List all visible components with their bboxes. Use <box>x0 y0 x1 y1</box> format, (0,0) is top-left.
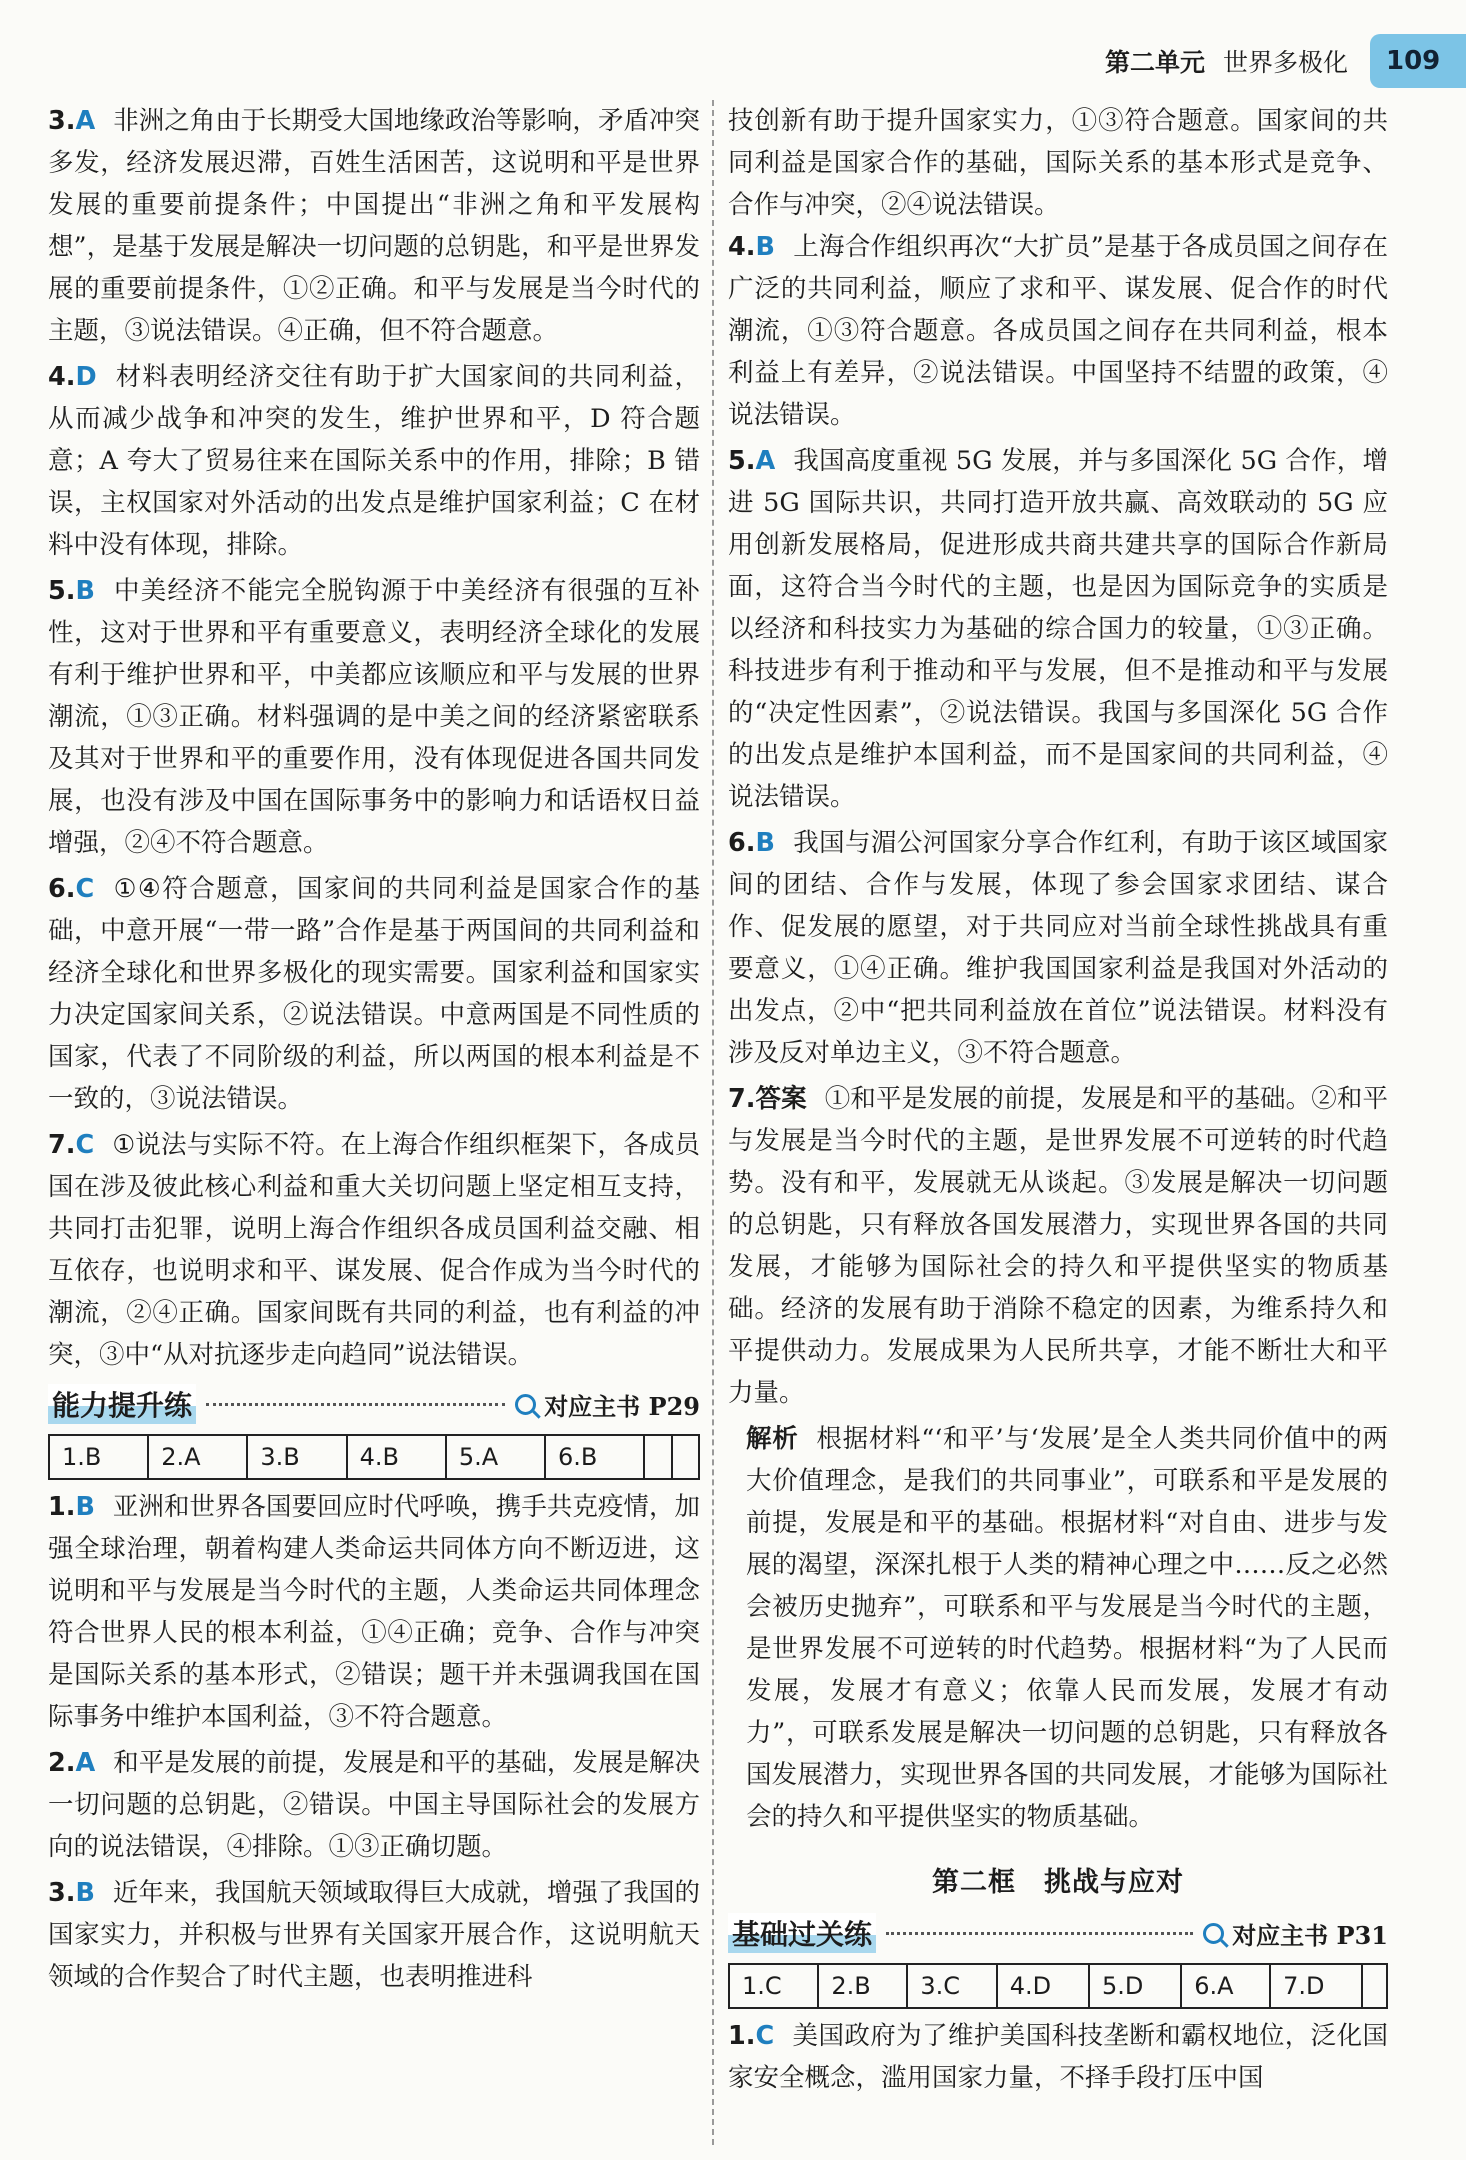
answer-item: 3.B 近年来，我国航天领域取得巨大成就，增强了我国的国家实力，并积极与世界有关国家开展合作，这说明航天领域的合作契合了时代主题，也表明推进科 <box>48 1878 700 1992</box>
answer-cell: 3.C <box>907 1964 996 2008</box>
answer-cell <box>644 1435 671 1479</box>
section-ref: 对应主书 P29 <box>515 1387 700 1422</box>
answer-cell: 5.A <box>446 1435 545 1479</box>
right-column <box>728 100 1388 2103</box>
continued-text: 技创新有助于提升国家实力，①③符合题意。国家间的共同利益是国家合作的基础，国际关系的基本形式是竞争、合作与冲突，②④说法错误。 <box>728 106 1388 220</box>
dotted-leader <box>886 1932 1193 1935</box>
essay-analysis: 解析 根据材料“‘和平’与‘发展’是全人类共同价值中的两大价值理念，是我们的共同事业”，可联系和平是发展的前提，发展是和平的基础。根据材料“对自由、进步与发展的渴望，深深扎根于人类的精神心理之中……反之必然会被历史抛弃”，可联系和平与发展是当今时代的主题，是世界发展不可逆转的时代趋势。根据材料“为了人民而发展，发展才有意义；依靠人民而发展，发展才有动力”，可联系发展是解决一切问题的总钥匙，只有释放各国发展潜力，实现世界各国的共同发展，才能够为国际社会的持久和平提供坚实的物质基础。 <box>746 1424 1388 1832</box>
answer-cell: 4.B <box>347 1435 446 1479</box>
answer-cell: 2.A <box>148 1435 247 1479</box>
unit-label: 第二单元 <box>1104 48 1205 77</box>
answer-cell: 6.A <box>1181 1964 1270 2008</box>
answer-key-table <box>48 1434 700 1480</box>
section-title: 基础过关练 <box>728 1913 876 1953</box>
subsection-heading: 第二框 挑战与应对 <box>932 1867 1184 1898</box>
answer-cell <box>672 1435 699 1479</box>
answer-cell: 6.B <box>545 1435 644 1479</box>
answer-cell: 2.B <box>818 1964 907 2008</box>
answer-item: 1.C 美国政府为了维护美国科技垄断和霸权地位，泛化国家安全概念，滥用国家力量，不择手段打压中国 <box>728 2021 1388 2093</box>
search-icon <box>1203 1923 1224 1944</box>
answer-cell: 1.C <box>729 1964 818 2008</box>
answer-cell: 5.D <box>1089 1964 1181 2008</box>
answer-key-table <box>728 1963 1388 2009</box>
answer-cell: 3.B <box>247 1435 346 1479</box>
answer-item: 2.A 和平是发展的前提，发展是和平的基础，发展是解决一切问题的总钥匙，②错误。中国主导国际社会的发展方向的说法错误，④排除。①③正确切题。 <box>48 1748 700 1862</box>
page-number: 109 <box>1370 34 1466 88</box>
answer-item: 1.B 亚洲和世界各国要回应时代呼唤，携手共克疫情，加强全球治理，朝着构建人类命运共同体方向不断迈进，这说明和平与发展是当今时代的主题，人类命运共同体理念符合世界人民的根本利益，①④正确；竞争、合作与冲突是国际关系的基本形式，②错误；题干并未强调我国在国际事务中维护本国利益，③不符合题意。 <box>48 1492 700 1732</box>
section-title: 能力提升练 <box>48 1384 196 1424</box>
answer-cell: 7.D <box>1270 1964 1362 2008</box>
answer-cell <box>1362 1964 1387 2008</box>
column-divider <box>712 100 714 2145</box>
answer-item: 6.B 我国与湄公河国家分享合作红利，有助于该区域国家间的团结、合作与发展，体现了参会国家求团结、谋合作、促发展的愿望，对于共同应对当前全球性挑战具有重要意义，①④正确。维护我国国家利益是我国对外活动的出发点，②中“把共同利益放在首位”说法错误。材料没有涉及反对单边主义，③不符合题意。 <box>728 828 1388 1068</box>
answer-cell: 1.B <box>49 1435 148 1479</box>
section-ref: 对应主书 P31 <box>1203 1916 1388 1951</box>
dotted-leader <box>206 1403 505 1406</box>
answer-item: 6.C ①④符合题意，国家间的共同利益是国家合作的基础，中意开展“一带一路”合作是基于两国间的共同利益和经济全球化和世界多极化的现实需要。国家利益和国家实力决定国家间关系，②说法错误。中意两国是不同性质的国家，代表了不同阶级的利益，所以两国的根本利益是不一致的，③说法错误。 <box>48 874 700 1114</box>
essay-answer: 7.答案 ①和平是发展的前提，发展是和平的基础。②和平与发展是当今时代的主题，是世界发展不可逆转的时代趋势。没有和平，发展就无从谈起。③发展是解决一切问题的总钥匙，只有释放各国发展潜力，实现世界各国的共同发展，才能够为国际社会的持久和平提供坚实的物质基础。经济的发展有助于消除不稳定的因素，为维系持久和平提供动力。发展成果为人民所共享，才能不断壮大和平力量。 <box>728 1084 1388 1408</box>
search-icon <box>515 1394 536 1415</box>
page-header <box>1000 34 1466 88</box>
section-header <box>48 1380 700 1428</box>
left-column <box>48 100 700 2002</box>
unit-title: 世界多极化 <box>1222 48 1348 77</box>
answer-item: 4.B 上海合作组织再次“大扩员”是基于各成员国之间存在广泛的共同利益，顺应了求和平、谋发展、促合作的时代潮流，①③符合题意。各成员国之间存在共同利益，根本利益上有差异，②说法错误。中国坚持不结盟的政策，④说法错误。 <box>728 232 1388 430</box>
answer-item: 7.C ①说法与实际不符。在上海合作组织框架下，各成员国在涉及彼此核心利益和重大关切问题上坚定相互支持，共同打击犯罪，说明上海合作组织各成员国利益交融、相互依存，也说明求和平、谋发展、促合作成为当今时代的潮流，②④正确。国家间既有共同的利益，也有利益的冲突，③中“从对抗逐步走向趋同”说法错误。 <box>48 1130 700 1370</box>
answer-item: 5.B 中美经济不能完全脱钩源于中美经济有很强的互补性，这对于世界和平有重要意义，表明经济全球化的发展有利于维护世界和平，中美都应该顺应和平与发展的世界潮流，①③正确。材料强调的是中美之间的经济紧密联系及其对于世界和平的重要作用，没有体现促进各国共同发展，也没有涉及中国在国际事务中的影响力和话语权日益增强，②④不符合题意。 <box>48 576 700 858</box>
section-header <box>728 1909 1388 1957</box>
answer-cell: 4.D <box>997 1964 1089 2008</box>
answer-item: 3.A 非洲之角由于长期受大国地缘政治等影响，矛盾冲突多发，经济发展迟滞，百姓生活困苦，这说明和平是世界发展的重要前提条件；中国提出“非洲之角和平发展构想”，是基于发展是解决一切问题的总钥匙，和平是世界发展的重要前提条件，①②正确。和平与发展是当今时代的主题，③说法错误。④正确，但不符合题意。 <box>48 106 700 346</box>
answer-item: 4.D 材料表明经济交往有助于扩大国家间的共同利益，从而减少战争和冲突的发生，维护世界和平，D 符合题意；A 夸大了贸易往来在国际关系中的作用，排除；B 错误，主权国家对外活动的出发点是维护国家利益；C 在材料中没有体现，排除。 <box>48 362 700 560</box>
answer-item: 5.A 我国高度重视 5G 发展，并与多国深化 5G 合作，增进 5G 国际共识，共同打造开放共赢、高效联动的 5G 应用创新发展格局，促进形成共商共建共享的国际合作新局面，这符合当今时代的主题，也是因为国际竞争的实质是以经济和科技实力为基础的综合国力的较量，①③正确。科技进步有利于推动和平与发展，但不是推动和平与发展的“决定性因素”，②说法错误。我国与多国深化 5G 合作的出发点是维护本国利益，而不是国家间的共同利益，④说法错误。 <box>728 446 1388 812</box>
